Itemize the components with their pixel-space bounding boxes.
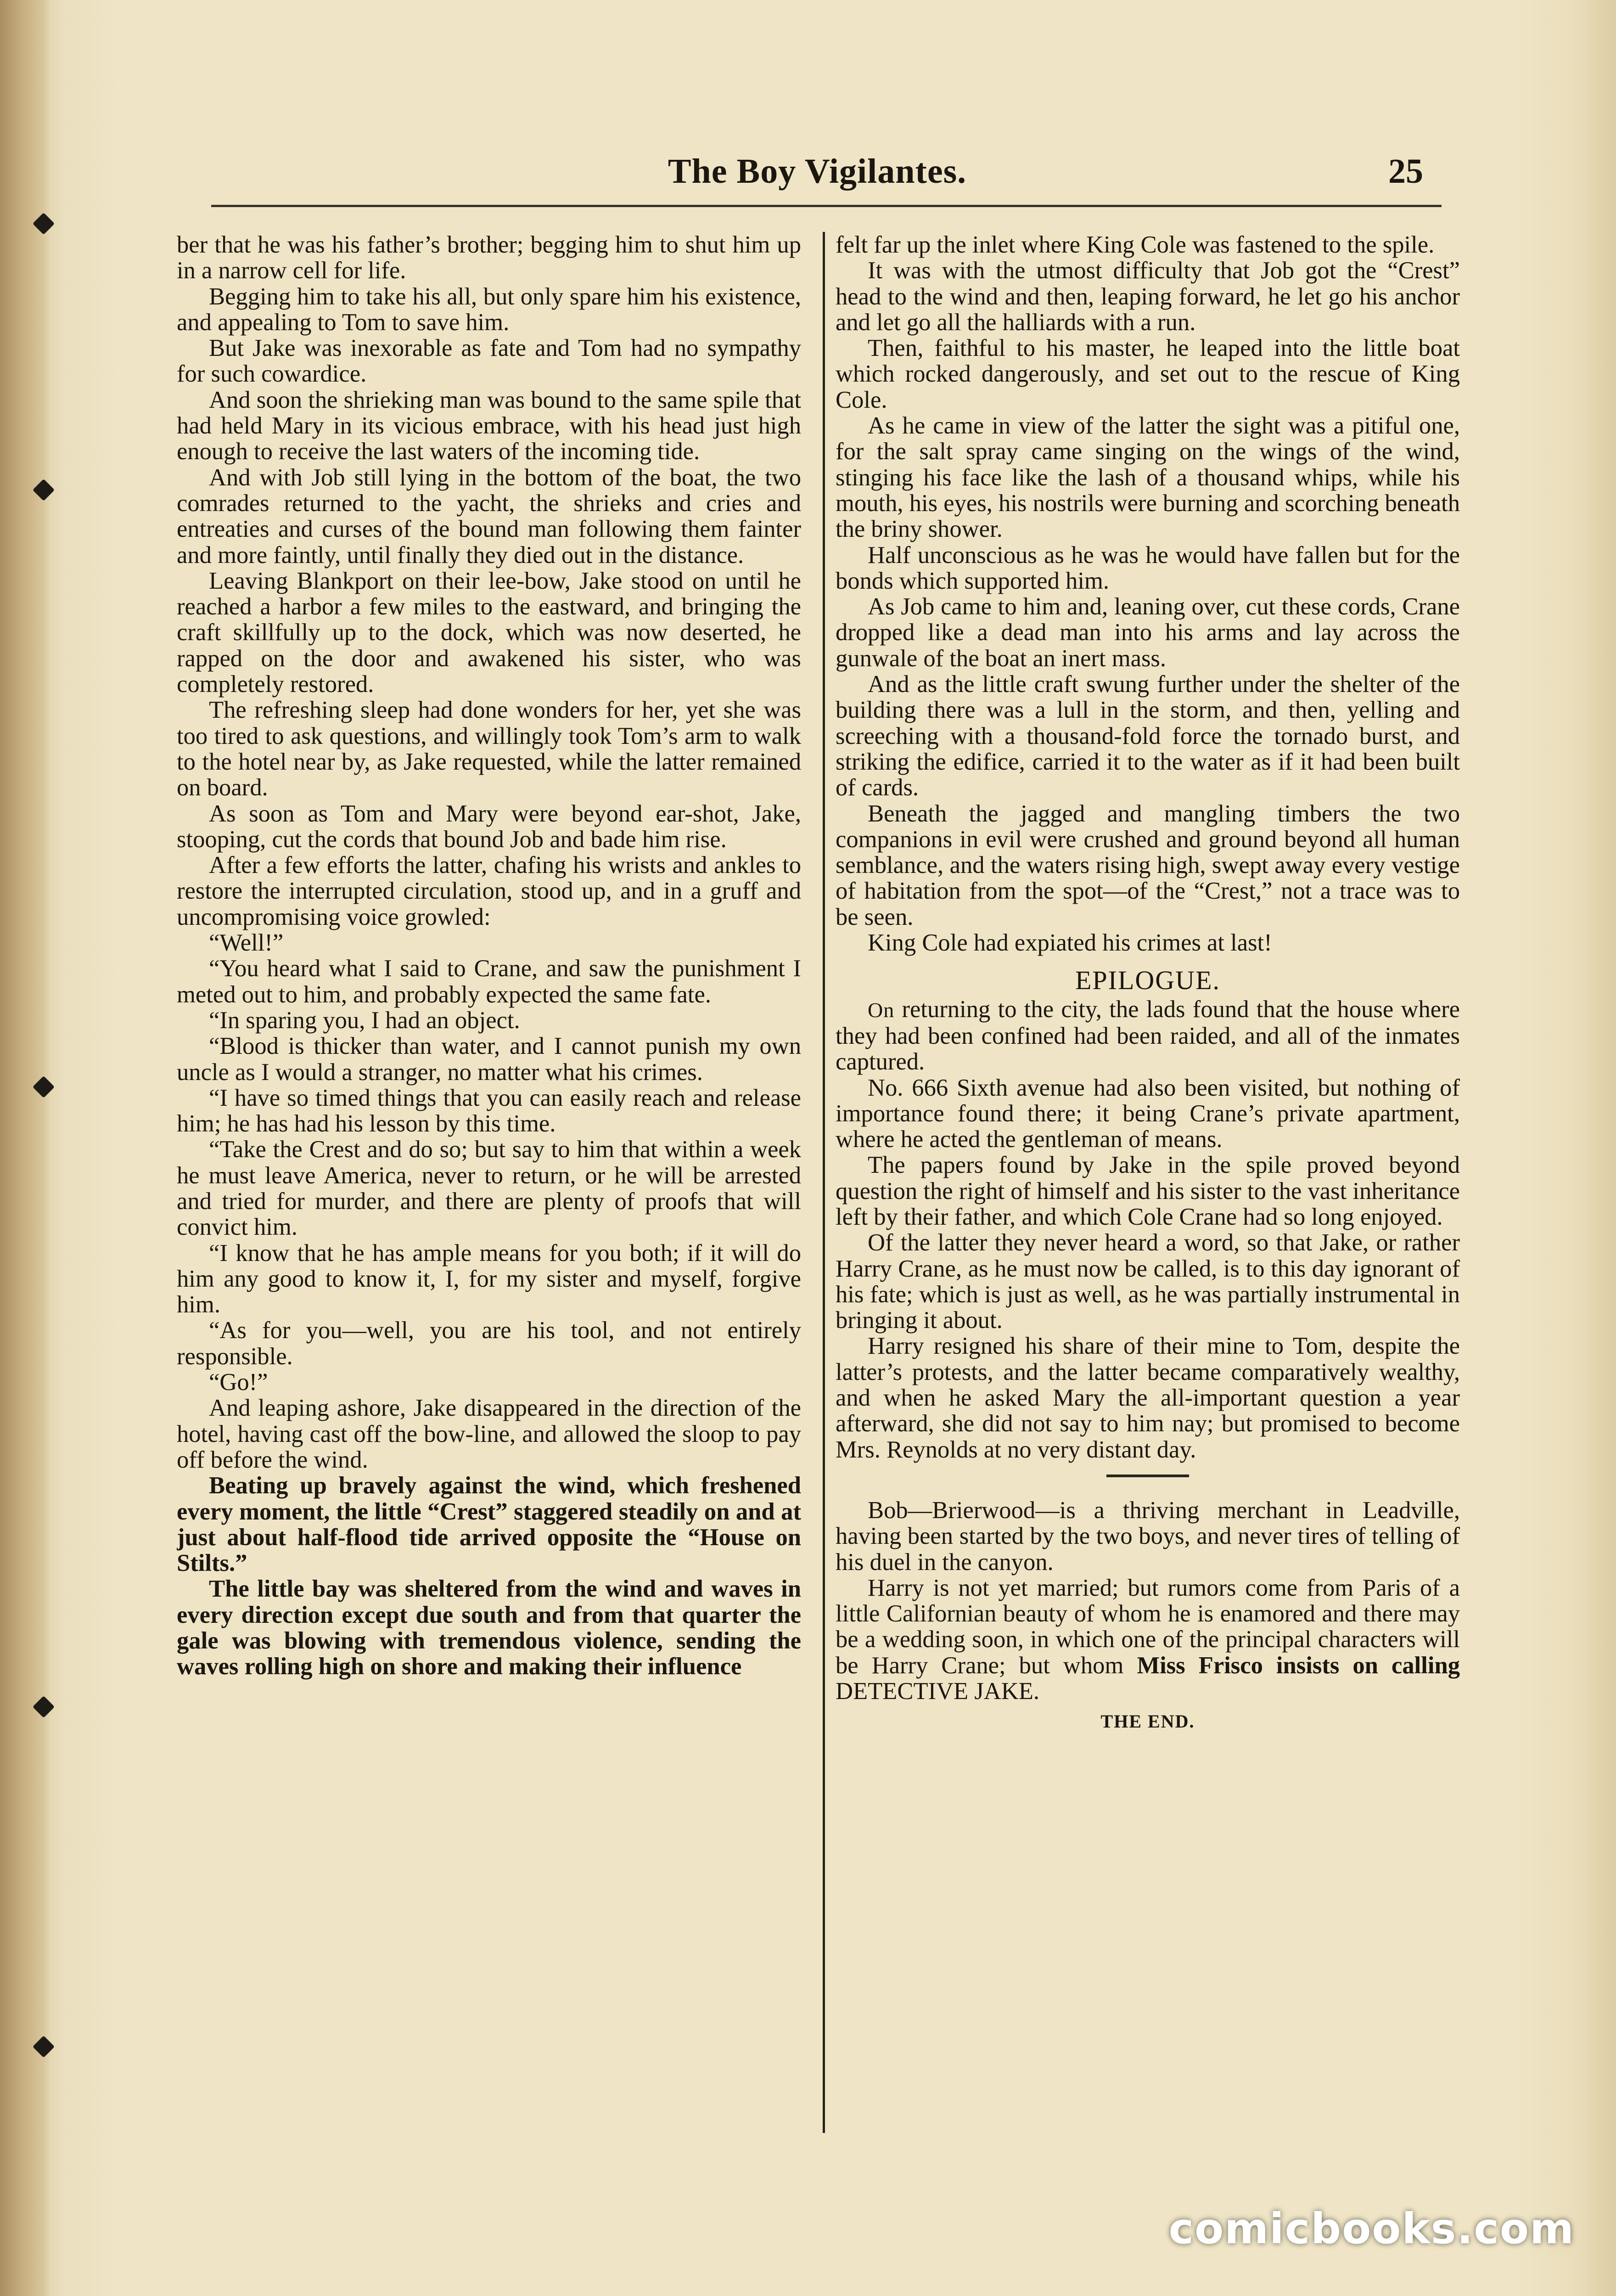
paragraph [836,996,1460,1075]
paragraph: And leaping ashore, Jake disappeared in the direction of the hotel, having cast off the bow-line, and allowed the sloop to pay off before the wind. [177,1395,801,1473]
section-rule [1106,1474,1189,1477]
paragraph: And as the little craft swung further under the shelter of the building there was a lull in the storm, and then, yelling and screeching with a thousand-fold force the tornado burst, and striking the edifice, carried it to the water as if it had been built of cards. [836,671,1460,801]
paragraph: “In sparing you, I had an object. [209,1007,520,1034]
final-paragraph-end: DETECTIVE JAKE. [836,1678,1040,1705]
paragraph: As he came in view of the latter the sight was a pitiful one, for the salt spray came singing on the wings of the wind, stinging his face like the lash of a thousand whips, while his mouth, his eyes, his nostrils were burning and scorching beneath the briny shower. [836,412,1460,543]
paragraph: Harry resigned his share of their mine to Tom, despite the latter’s protests, and the latter became comparatively wealthy, and when he asked Mary the all-important question a year afterward, she did not say to him nay; but promised to become Mrs. Reynolds at no very distant day. [836,1333,1460,1463]
running-title: The Boy Vigilantes. [668,152,967,191]
paragraph: And with Job still lying in the bottom of the boat, the two comrades returned to the yacht, the shrieks and cries and entreaties and curses of the bound man following them fainter and more faintly, until finally they died out in the distance. [177,464,801,568]
paragraph: Begging him to take his all, but only spare him his existence, and appealing to Tom to save him. [177,283,801,336]
page-number: 25 [1388,152,1423,191]
paragraph: “I have so timed things that you can easily reach and release him; he has had his lesson by this time. [177,1084,801,1137]
paragraph: “Blood is thicker than water, and I cannot punish my own uncle as I would a stranger, no matter what his crimes. [177,1033,801,1086]
site-watermark: comicbooks.com [1168,2204,1575,2253]
paragraph: Beating up bravely against the wind, which freshened every moment, the little “Crest” staggered steadily on and at just about half-flood tide arrived opposite the “House on Stilts.” [177,1472,801,1577]
paragraph: “You heard what I said to Crane, and saw the punishment I meted out to him, and probably expected the same fate. [177,955,801,1008]
paragraph: felt far up the inlet where King Cole was fastened to the spile. [836,232,1435,258]
left-column [177,232,801,2133]
paragraph: ber that he was his father’s brother; begging him to shut him up in a narrow cell for life. [177,232,801,284]
paragraph: Of the latter they never heard a word, so that Jake, or rather Harry Crane, as he must now be called, is to this day ignorant of his fate; which is just as well, as he was partially instrumental in bringing it about. [836,1229,1460,1334]
paragraph [836,1575,1460,1704]
paragraph: The refreshing sleep had done wonders for her, yet she was too tired to ask questions, and willingly took Tom’s arm to walk to the hotel near by, as Jake requested, while the latter remained on board. [177,697,801,801]
paragraph: “Take the Crest and do so; but say to him that within a week he must leave America, never to return, or he will be arrested and tried for murder, and there are plenty of proofs that will convict him. [177,1136,801,1241]
paragraph: As Job came to him and, leaning over, cut these cords, Crane dropped like a dead man into his arms and lay across the gunwale of the boat an inert mass. [836,593,1460,672]
paragraph: “Go!” [209,1369,268,1396]
paragraph: “As for you—well, you are his tool, and not entirely responsible. [177,1317,801,1370]
epilogue-heading: EPILOGUE. [1075,965,1220,996]
page-binding [0,0,50,2296]
paragraph: Leaving Blankport on their lee-bow, Jake stood on until he reached a harbor a few miles to the eastward, and bringing the craft skillfully up to the dock, which was now deserted, he rapped on the door and awakened his sister, who was completely restored. [177,567,801,698]
paragraph: And soon the shrieking man was bound to the same spile that had held Mary in its vicious embrace, with his head just high enough to receive the last waters of the incoming tide. [177,386,801,465]
paragraph: Half unconscious as he was he would have fallen but for the bonds which supported him. [836,541,1460,594]
paragraph: No. 666 Sixth avenue had also been visited, but nothing of importance found there; it being Crane’s private apartment, where he acted the gentleman of means. [836,1074,1460,1153]
paragraph: The little bay was sheltered from the wind and waves in every direction except due south and from that quarter the gale was blowing with tremendous violence, sending the waves rolling high on shore and making their influence [177,1576,801,1680]
epilogue-first-text: returning to the city, the lads found that the house where they had been confined had been raided, and all of the inmates captured. [836,996,1460,1075]
paragraph: Bob—Brierwood—is a thriving merchant in Leadville, having been started by the two boys, and never tires of telling of his duel in the canyon. [836,1497,1460,1576]
paragraph: Then, faithful to his master, he leaped into the little boat which rocked dangerously, and set out to the rescue of King Cole. [836,335,1460,413]
final-paragraph-bold: Miss Frisco insists on calling [1137,1652,1460,1679]
final-paragraph-start: Harry is not yet married; but rumors come from Paris of a little Californian beauty of whom he is enamored and there may be a wedding soon, in which one of the principal characters will be Harry Crane; but whom [836,1574,1460,1679]
paragraph: “I know that he has ample means for you both; if it will do him any good to know it, I, for my sister and myself, forgive him. [177,1239,801,1318]
paragraph: The papers found by Jake in the spile proved beyond question the right of himself and his sister to the vast inheritance left by their father, and which Cole Crane had so long enjoyed. [836,1152,1460,1230]
paragraph: But Jake was inexorable as fate and Tom had no sympathy for such cowardice. [177,335,801,388]
running-header [184,152,1451,202]
header-rule [211,205,1442,207]
paragraph: As soon as Tom and Mary were beyond ear-shot, Jake, stooping, cut the cords that bound Job and bade him rise. [177,800,801,853]
right-column [836,232,1460,2133]
paragraph: King Cole had expiated his crimes at last! [868,929,1272,957]
paragraph: It was with the utmost difficulty that Job got the “Crest” head to the wind and then, leaping forward, he let go his anchor and let go all the halliards with a run. [836,257,1460,336]
epilogue-first-word: On [868,998,895,1022]
paragraph: After a few efforts the latter, chafing his wrists and ankles to restore the interrupted circulation, stood up, and in a gruff and uncompromising voice growled: [177,852,801,930]
column-divider [823,232,825,2133]
paragraph: Beneath the jagged and mangling timbers the two companions in evil were crushed and ground beyond all human semblance, and the waters rising high, swept away every vestige of habitation from the spot—of the “Crest,” not a trace was to be seen. [836,800,1460,930]
paragraph: “Well!” [209,929,284,957]
the-end: THE END. [1100,1711,1195,1732]
